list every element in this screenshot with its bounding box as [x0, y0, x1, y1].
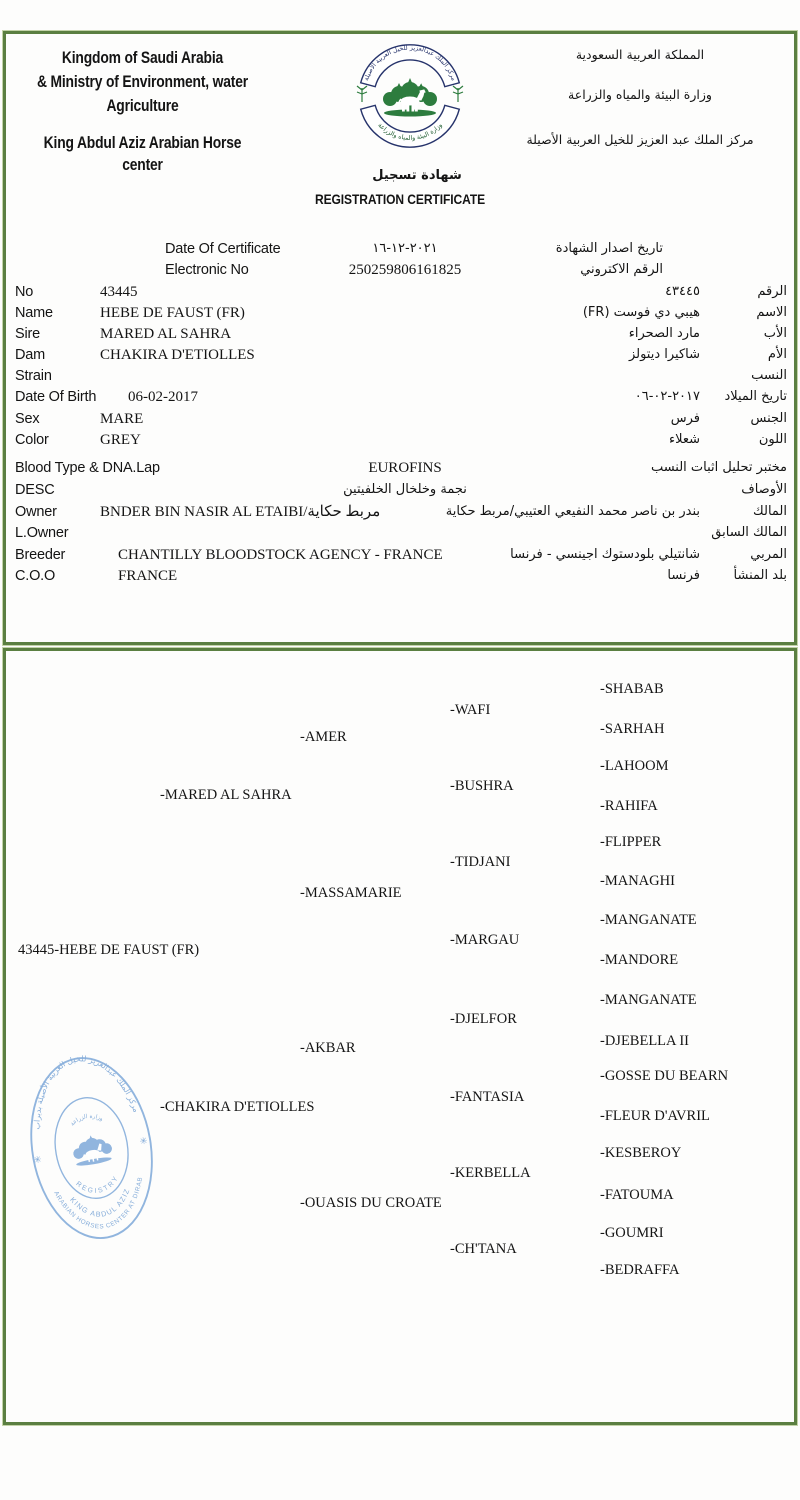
- field-value: 250259806161825: [348, 262, 462, 278]
- info-row-date-of-certificate: [15, 239, 787, 259]
- pedigree-name: -BUSHRA: [450, 778, 514, 794]
- field-label: Sex: [15, 411, 40, 427]
- stamp-top-arc-text: مركز الملك عبدالعزيز للخيل العربية الأصيلة بديراب: [32, 1054, 141, 1130]
- field-label-ar: الرقم الاكتروني: [580, 262, 663, 277]
- field-label: No: [15, 284, 34, 300]
- info-row-color: [15, 430, 787, 450]
- header-ar-line3: مركز الملك عبد العزيز للخيل العربية الأصيلة: [526, 132, 754, 147]
- field-label-ar: الأم: [767, 347, 787, 362]
- field-label-ar: المالك السابق: [711, 525, 787, 540]
- field-label-ar: النسب: [751, 368, 787, 383]
- pedigree-name: -GOSSE DU BEARN: [600, 1068, 729, 1084]
- field-value: GREY: [100, 432, 141, 448]
- field-value: 43445: [100, 284, 138, 300]
- field-label: DESC: [15, 482, 55, 498]
- field-label-ar: الأب: [763, 326, 787, 341]
- field-label-ar: المربي: [750, 547, 787, 562]
- info-row-dam: [15, 345, 787, 365]
- field-value-ar: هيبي دي فوست (FR): [582, 305, 700, 320]
- header-en-line1: Kingdom of Saudi Arabia: [61, 49, 224, 67]
- pedigree-name: -KERBELLA: [450, 1165, 531, 1181]
- emblem-top-arc-text: مركز الملك عبدالعزيز للخيل العربية الأصيلة: [363, 44, 457, 82]
- field-value-ar: فرنسا: [667, 568, 700, 583]
- svg-text:وزارة الزراعة: [68, 1111, 104, 1128]
- field-label: Sire: [15, 326, 40, 342]
- field-label: Date Of Certificate: [165, 241, 281, 257]
- pedigree-name: -MANAGHI: [600, 873, 675, 889]
- field-label-ar: تاريخ الميلاد: [724, 389, 787, 404]
- field-label: Date Of Birth: [15, 389, 97, 405]
- pedigree-name: -SARHAH: [600, 721, 665, 737]
- pedigree-name: -MANGANATE: [600, 912, 697, 928]
- stamp-bottom-arc2-text: ARABIAN HORSES CENTER AT DIRAB: [52, 1176, 145, 1231]
- pedigree-name: -MASSAMARIE: [300, 885, 402, 901]
- field-value-ar: ٤٣٤٤٥: [665, 284, 700, 299]
- emblem-bottom-arc-text: وزارة البيئة والمياه والزراعة: [376, 121, 444, 142]
- info-row-dna-lab: [15, 458, 787, 478]
- field-label-ar: تاريخ اصدار الشهادة: [555, 241, 663, 256]
- info-row-sex: [15, 409, 787, 429]
- pedigree-name: -MANDORE: [600, 952, 679, 968]
- info-row-sire: [15, 324, 787, 344]
- field-label-ar: الاسم: [756, 305, 787, 320]
- pedigree-name: -TIDJANI: [450, 854, 511, 870]
- header-en-line2: & Ministry of Environment, water: [36, 73, 249, 91]
- field-value: CHANTILLY BLOODSTOCK AGENCY - FRANCE: [118, 547, 443, 563]
- info-row-name: [15, 303, 787, 323]
- field-label: L.Owner: [15, 525, 69, 541]
- field-value: نجمة وخلخال الخلفيتين: [343, 482, 467, 497]
- pedigree-name: -FLEUR D'AVRIL: [600, 1108, 710, 1124]
- horse-center-emblem-icon: [353, 42, 467, 161]
- field-value-ar: شانتيلي بلودستوك اجينسي - فرنسا: [510, 547, 700, 562]
- field-label-ar: اللون: [758, 432, 787, 447]
- stamp-right-star: ✳: [138, 1135, 149, 1148]
- field-label: Strain: [15, 368, 52, 384]
- field-label-ar: مختبر تحليل اثبات النسب: [650, 460, 787, 475]
- field-value: MARE: [100, 411, 144, 427]
- pedigree-name: -GOUMRI: [600, 1225, 664, 1241]
- info-row-coo: [15, 566, 787, 586]
- certificate-title-english: REGISTRATION CERTIFICATE: [314, 191, 486, 207]
- field-label-ar: بلد المنشأ: [733, 568, 787, 583]
- pedigree-name: -MARED AL SAHRA: [160, 787, 292, 803]
- field-value: BNDER BIN NASIR AL ETAIBI/مربط حكاية: [100, 504, 381, 520]
- field-label-ar: الرقم: [757, 284, 787, 299]
- field-value: MARED AL SAHRA: [100, 326, 232, 342]
- field-label: Color: [15, 432, 49, 448]
- info-row-date-of-birth: [15, 387, 787, 407]
- pedigree-name: -MARGAU: [450, 932, 520, 948]
- field-label-ar: المالك: [753, 504, 787, 519]
- field-value: EUROFINS: [368, 460, 442, 476]
- field-label: Name: [15, 305, 53, 321]
- pedigree-name: -FANTASIA: [450, 1089, 525, 1105]
- info-row-breeder: [15, 545, 787, 565]
- pedigree-name: -WAFI: [450, 702, 491, 718]
- stamp-inner-top-text: وزارة الزراعة: [69, 1113, 104, 1128]
- pedigree-name: -RAHIFA: [600, 798, 658, 814]
- stamp-trees: [71, 1132, 115, 1167]
- field-value: CHAKIRA D'ETIOLLES: [100, 347, 255, 363]
- field-label: Owner: [15, 504, 57, 520]
- field-label-ar: الأوصاف: [741, 482, 787, 497]
- field-label: Electronic No: [165, 262, 249, 278]
- certificate-title-arabic: شهادة تسجيل: [372, 168, 462, 183]
- field-value: FRANCE: [118, 568, 178, 584]
- field-value: ٢٠٢١-١٢-١٦: [372, 241, 438, 256]
- field-value-ar: مارد الصحراء: [628, 326, 700, 341]
- stamp-bottom-arc1-text: KING ABDUL AZIZ: [68, 1187, 132, 1219]
- pedigree-name: -CH'TANA: [450, 1241, 517, 1257]
- info-row-strain: [15, 366, 787, 386]
- pedigree-name: -FLIPPER: [600, 834, 662, 850]
- pedigree-name: -BEDRAFFA: [600, 1262, 680, 1278]
- pedigree-name: -CHAKIRA D'ETIOLLES: [160, 1099, 315, 1115]
- field-label: C.O.O: [15, 568, 56, 584]
- pedigree-name: -DJEBELLA II: [600, 1033, 689, 1049]
- pedigree-name: 43445-HEBE DE FAUST (FR): [18, 942, 200, 958]
- field-label: Breeder: [15, 547, 66, 563]
- header-en-line4: King Abdul Aziz Arabian Horse center: [43, 134, 242, 174]
- pedigree-name: -DJELFOR: [450, 1011, 517, 1027]
- info-row-owner: [15, 502, 787, 522]
- header-en-line3: Agriculture: [106, 97, 179, 115]
- pedigree-name: -AKBAR: [300, 1040, 356, 1056]
- field-value-ar: بندر بن ناصر محمد النفيعي العتيبي/مربط حكاية: [445, 504, 700, 519]
- pedigree-name: -OUASIS DU CROATE: [300, 1195, 442, 1211]
- info-row-l-owner: [15, 523, 787, 543]
- field-label-ar: الجنس: [750, 411, 787, 426]
- header-ar-line2: وزارة البيئة والمياه والزراعة: [568, 87, 712, 102]
- field-value-ar: شاكيرا ديتولز: [628, 347, 700, 362]
- pedigree-name: -KESBEROY: [600, 1145, 682, 1161]
- info-row-no: [15, 282, 787, 302]
- field-value: HEBE DE FAUST (FR): [100, 305, 245, 321]
- field-label: Dam: [15, 347, 46, 363]
- header-ar-line1: المملكة العربية السعودية: [575, 47, 705, 62]
- pedigree-name: -FATOUMA: [600, 1187, 674, 1203]
- pedigree-name: -AMER: [300, 729, 347, 745]
- pedigree-name: -LAHOOM: [600, 758, 669, 774]
- field-value-ar: شعلاء: [668, 432, 700, 447]
- field-label: Blood Type & DNA.Lap: [15, 460, 160, 476]
- info-row-electronic-no: [15, 260, 787, 280]
- field-value-ar: ٢٠١٧-٠٢-٠٦: [634, 389, 700, 404]
- field-value-ar: فرس: [670, 411, 700, 426]
- stamp-left-star: ✳: [32, 1154, 43, 1167]
- info-row-desc: [15, 480, 787, 500]
- pedigree-name: -MANGANATE: [600, 992, 697, 1008]
- svg-text:ARABIAN HORSES CENTER AT DIRAB: [52, 1175, 152, 1238]
- field-value: 06-02-2017: [128, 389, 198, 405]
- pedigree-name: -SHABAB: [600, 681, 664, 697]
- stamp-registry-text: REGISTRY: [74, 1174, 121, 1196]
